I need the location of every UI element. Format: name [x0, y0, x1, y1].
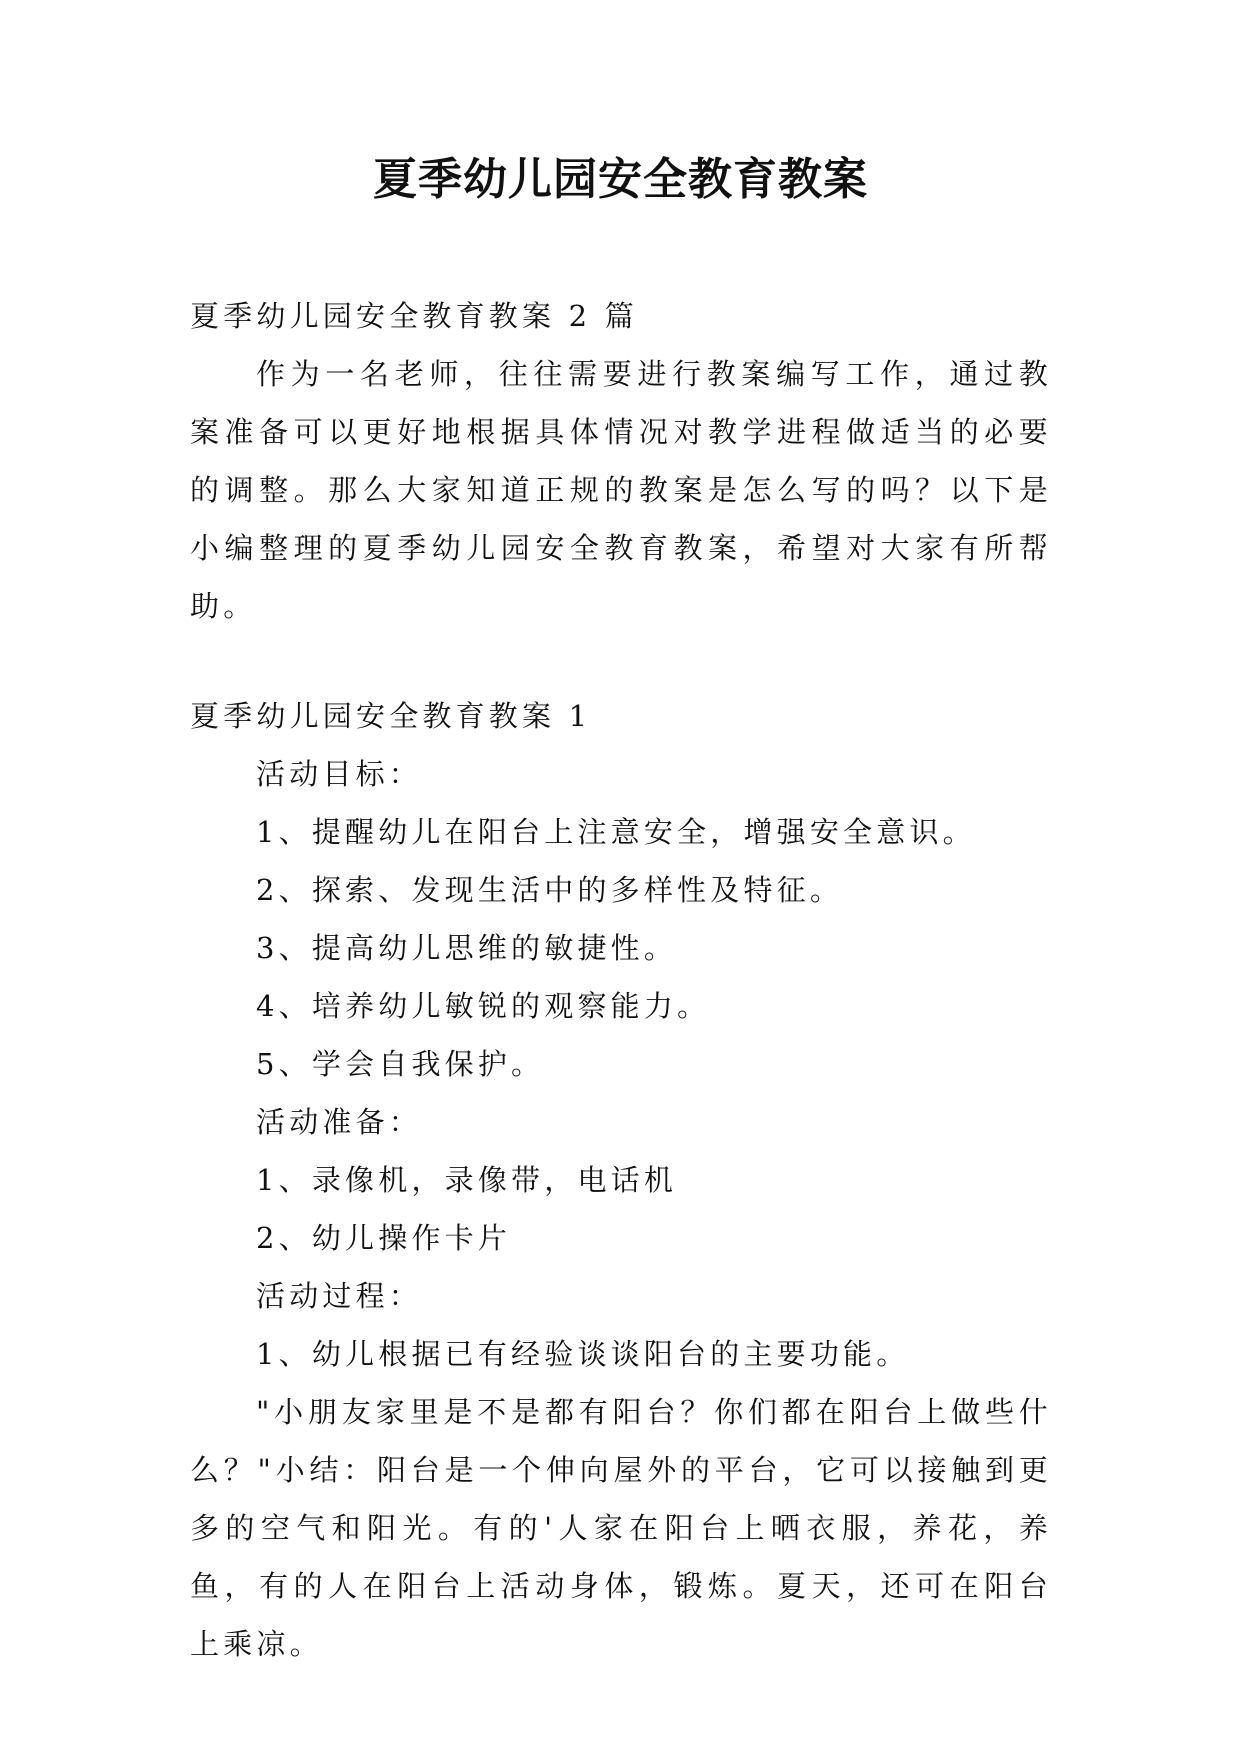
goals-heading: 活动目标： [256, 757, 423, 791]
goal-item: 3、提高幼儿思维的敏捷性。 [256, 931, 678, 965]
prep-item: 2、幼儿操作卡片 [256, 1221, 512, 1255]
process-step: 1、幼儿根据已有经验谈谈阳台的主要功能。 [256, 1337, 910, 1371]
prep-heading: 活动准备： [256, 1105, 423, 1139]
process-paragraph: "小朋友家里是不是都有阳台？你们都在阳台上做些什么？"小结：阳台是一个伸向屋外的平台，它可以接触到更多的空气和阳光。有的'人家在阳台上晒衣服，养花，养鱼，有的人在阳台上活动身体，锻炼。夏天，还可在阳台上乘凉。 [190, 1395, 1052, 1661]
paragraph-gap [190, 635, 1052, 687]
document-body [190, 287, 1052, 1673]
goal-item: 5、学会自我保护。 [256, 1047, 545, 1081]
goal-item: 2、探索、发现生活中的多样性及特征。 [256, 873, 844, 907]
document-subtitle: 夏季幼儿园安全教育教案 2 篇 [190, 299, 638, 333]
process-heading: 活动过程： [256, 1279, 423, 1313]
page-title: 夏季幼儿园安全教育教案 [373, 154, 868, 205]
goal-item: 1、提醒幼儿在阳台上注意安全，增强安全意识。 [256, 815, 976, 849]
prep-item: 1、录像机，录像带，电话机 [256, 1163, 678, 1197]
goal-item: 4、培养幼儿敏锐的观察能力。 [256, 989, 711, 1023]
intro-paragraph: 作为一名老师，往往需要进行教案编写工作，通过教案准备可以更好地根据具体情况对教学进程做适当的必要的调整。那么大家知道正规的教案是怎么写的吗？以下是小编整理的夏季幼儿园安全教育教案，希望对大家有所帮助。 [190, 357, 1052, 623]
section-title: 夏季幼儿园安全教育教案 1 [190, 699, 592, 733]
